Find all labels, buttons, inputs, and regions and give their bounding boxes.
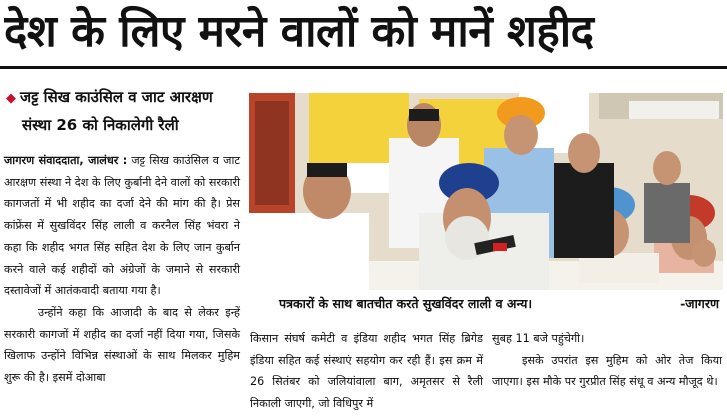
caption-text: पत्रकारों के साथ बातचीत करते सुखविंदर लाली व अन्य।	[279, 296, 533, 311]
headline-rule	[0, 66, 727, 69]
photo-credit: -जागरण	[680, 296, 719, 311]
dateline: जागरण संवाददाता, जालंधर :	[4, 154, 128, 167]
headline: देश के लिए मरने वालों को मानें शहीद	[4, 6, 594, 57]
column-2-text: किसान संघर्ष कमेटी व इंडिया शहीद भगत सिंह ब्रिगेड इंडिया सहित कई संस्थाएं सहयोग कर रही हैं। इस क्रम में 26 सितंबर को जलियांवाला बाग, अमृतसर से रैली निकाली जाएगी, जो विधिपुर में	[250, 332, 483, 411]
paragraph-1-text: जट्ट सिख काउंसिल व जाट आरक्षण संस्था ने देश के लिए कुर्बानी देने वालों को सरकारी कागजतों में भी शहीद का दर्जा देने की मांग की है। प्रेस कांफ्रेंस में सुखविंदर सिंह लाली व करनैल सिंह भंवरा ने कहा कि शहीद भगत सिंह सहित देश के लिए जान कुर्बान करने वाले कई शहीदों को अंग्रेजों के जमाने से सरकारी दस्तावेजों में आतंकवादी बताया गया है।	[4, 154, 240, 298]
column-3-text-2: इसके उपरांत इस मुहिम को ओर तेज किया जाएगा। इस मौके पर गुरप्रीत सिंह संधू व अन्य मौजूद थे।	[492, 353, 722, 389]
photo-caption	[249, 294, 723, 314]
article-column-3	[492, 328, 722, 393]
paragraph-2: उन्होंने कहा कि आजादी के बाद से लेकर इन्हें सरकारी कागजों में शहीद का दर्जा नहीं दिया गया, जिसके खिलाफ उन्होंने विभिन्न संस्थाओं के साथ मिलकर मुहिम शुरू की है। इसमें दोआबा	[4, 305, 240, 385]
paragraph-1	[4, 150, 240, 302]
subheadline-line1: जट्ट सिख काउंसिल व जाट आरक्षण	[20, 88, 213, 106]
column-3-text-1: सुबह 11 बजे पहुंचेगी।	[492, 332, 585, 345]
article-column-1	[4, 150, 240, 389]
press-conference-photo	[249, 93, 723, 290]
subheadline-line2: संस्था 26 को निकालेगी रैली	[22, 116, 179, 134]
photo-illustration	[249, 93, 723, 290]
subheadline	[6, 84, 242, 138]
article-column-2	[250, 328, 483, 415]
diamond-bullet-icon: ◆	[6, 91, 16, 106]
